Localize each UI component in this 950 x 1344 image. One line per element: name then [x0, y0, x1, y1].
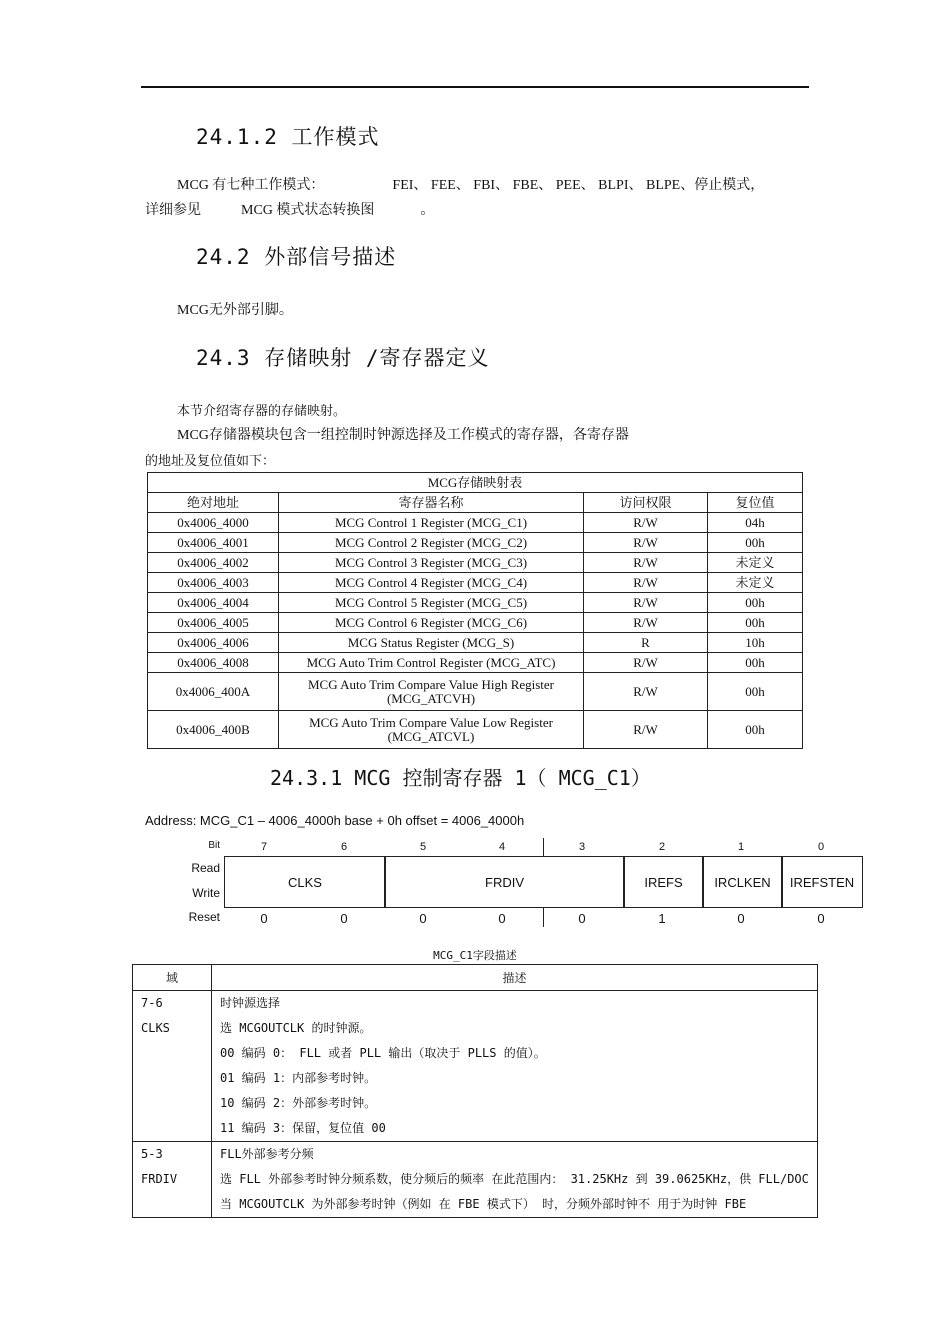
cell-address: 0x4006_400A [148, 673, 279, 711]
field-name: FRDIV [141, 1172, 178, 1186]
cell-access: R/W [584, 533, 708, 553]
bit-number: 6 [340, 841, 348, 853]
header-rule [141, 86, 809, 88]
cell-access: R/W [584, 653, 708, 673]
register-map-caption: MCG存储映射表 [148, 473, 803, 493]
heading-24-1-2: 24.1.2 工作模式 [196, 125, 380, 149]
field-desc-cell [212, 991, 818, 1142]
cell-address: 0x4006_400B [148, 711, 279, 749]
table-row [148, 613, 803, 633]
cell-access: R [584, 633, 708, 653]
cell-name: MCG Control 2 Register (MCG_C2) [279, 533, 584, 553]
cell-reset: 04h [708, 513, 803, 533]
reset-value: 0 [578, 911, 586, 926]
cell-access: R/W [584, 673, 708, 711]
field-irclken: IRCLKEN [702, 856, 783, 908]
modes-list: FEI、 FEE、 FBI、 FBE、 PEE、 BLPI、 BLPE、停止模式， [392, 178, 765, 193]
read-label: Read [191, 861, 220, 875]
field-id-cell [133, 991, 212, 1142]
col-header-name: 寄存器名称 [279, 493, 584, 513]
register-address: Address: MCG_C1 – 4006_4000h base + 0h offset = 4006_4000h [145, 813, 525, 828]
desc-line: 选 FLL 外部参考时钟分频系数，使分频后的频率 在此范围内： 31.25KHz 到 39.0625KHz，供 FLL/DOC [220, 1172, 809, 1186]
reset-value: 0 [498, 911, 506, 926]
heading-24-2: 24.2 外部信号描述 [196, 245, 397, 269]
cell-reset: 00h [708, 653, 803, 673]
reset-label: Reset [188, 910, 220, 924]
field-bits: 7-6 [141, 996, 163, 1010]
bit-number: 4 [498, 841, 506, 853]
cell-access: R/W [584, 553, 708, 573]
bit-number: 1 [737, 841, 745, 853]
desc-line: 当 MCGOUTCLK 为外部参考时钟（例如 在 FBE 模式下） 时，分频外部时钟不 用于为时钟 FBE [220, 1197, 747, 1211]
table-row [148, 653, 803, 673]
memory-map-line3: 的地址及复位值如下： [145, 453, 276, 468]
cell-name [279, 711, 584, 749]
field-name: CLKS [141, 1021, 170, 1035]
table-row [148, 573, 803, 593]
desc-line: 10 编码 2：外部参考时钟。 [220, 1096, 377, 1110]
field-frdiv: FRDIV [384, 856, 625, 908]
cell-address: 0x4006_4008 [148, 653, 279, 673]
table-row [148, 533, 803, 553]
memory-map-line2: MCG存储器模块包含一组控制时钟源选择及工作模式的寄存器，各寄存器 [177, 428, 629, 443]
table-row [148, 633, 803, 653]
field-bits: 5-3 [141, 1147, 163, 1161]
cell-address: 0x4006_4002 [148, 553, 279, 573]
cell-name: MCG Control 1 Register (MCG_C1) [279, 513, 584, 533]
reset-value: 1 [658, 911, 666, 926]
cell-access: R/W [584, 711, 708, 749]
field-table-caption: MCG_C1字段描述 [433, 949, 517, 962]
cell-reset: 00h [708, 673, 803, 711]
cell-access: R/W [584, 573, 708, 593]
heading-24-3: 24.3 存储映射 /寄存器定义 [196, 346, 490, 370]
subsection-title: 24.3.1 MCG 控制寄存器 1（ MCG_C1） [270, 766, 651, 790]
cell-address: 0x4006_4003 [148, 573, 279, 593]
table-row [148, 673, 803, 711]
desc-line: 00 编码 0： FLL 或者 PLL 输出（取决于 PLLS 的值）。 [220, 1046, 546, 1060]
table-row [133, 991, 818, 1142]
cell-reset: 未定义 [708, 553, 803, 573]
cell-reset: 00h [708, 711, 803, 749]
refer-text: 详细参见 [145, 203, 201, 218]
cell-address: 0x4006_4001 [148, 533, 279, 553]
bit-number: 5 [419, 841, 427, 853]
field-irefsten: IREFSTEN [781, 856, 863, 908]
cell-name [279, 673, 584, 711]
register-bit-diagram [145, 838, 875, 930]
modes-paragraph-line2 [145, 202, 434, 219]
cell-name: MCG Auto Trim Control Register (MCG_ATC) [279, 653, 584, 673]
field-id-cell [133, 1142, 212, 1218]
cell-access: R/W [584, 613, 708, 633]
cell-reset: 10h [708, 633, 803, 653]
write-label: Write [192, 886, 220, 900]
table-row [148, 593, 803, 613]
nibble-divider-top [543, 838, 544, 856]
cell-reset: 00h [708, 613, 803, 633]
nibble-divider-bottom [543, 908, 544, 927]
bit-number: 7 [260, 841, 268, 853]
cell-access: R/W [584, 513, 708, 533]
table-row [148, 513, 803, 533]
table-row [148, 711, 803, 749]
field-desc-cell [212, 1142, 818, 1218]
cell-name: MCG Status Register (MCG_S) [279, 633, 584, 653]
cell-name-line1: MCG Auto Trim Compare Value High Register [307, 676, 555, 692]
reset-value: 0 [260, 911, 268, 926]
field-clks: CLKS [224, 856, 386, 908]
field-description-table [132, 964, 818, 1218]
reset-value: 0 [737, 911, 745, 926]
col-header-address: 绝对地址 [148, 493, 279, 513]
cell-name: MCG Control 5 Register (MCG_C5) [279, 593, 584, 613]
cell-name: MCG Control 6 Register (MCG_C6) [279, 613, 584, 633]
reset-value: 0 [340, 911, 348, 926]
cell-name-line2: (MCG_ATCVH) [386, 690, 476, 706]
memory-map-line1: 本节介绍寄存器的存储映射。 [177, 403, 347, 418]
modes-paragraph-line1 [177, 177, 764, 194]
desc-line: 选 MCGOUTCLK 的时钟源。 [220, 1021, 372, 1035]
cell-reset: 00h [708, 533, 803, 553]
col-header-field: 域 [133, 965, 212, 991]
table-row [148, 553, 803, 573]
col-header-reset: 复位值 [708, 493, 803, 513]
modes-intro: MCG 有七种工作模式： [177, 178, 325, 193]
col-header-description: 描述 [212, 965, 818, 991]
cell-address: 0x4006_4004 [148, 593, 279, 613]
bit-number: 3 [578, 841, 586, 853]
mode-diagram-ref: MCG 模式状态转换图 [241, 203, 375, 218]
cell-name-line2: (MCG_ATCVL) [387, 728, 475, 744]
desc-line: FLL外部参考分频 [220, 1147, 314, 1161]
period: 。 [420, 203, 435, 218]
desc-line: 11 编码 3：保留，复位值 00 [220, 1121, 386, 1135]
field-irefs: IREFS [623, 856, 704, 908]
cell-reset: 未定义 [708, 573, 803, 593]
desc-line: 时钟源选择 [220, 996, 281, 1010]
register-map-table [147, 472, 803, 749]
cell-address: 0x4006_4000 [148, 513, 279, 533]
table-row [133, 1142, 818, 1218]
cell-address: 0x4006_4005 [148, 613, 279, 633]
col-header-access: 访问权限 [584, 493, 708, 513]
cell-name: MCG Control 3 Register (MCG_C3) [279, 553, 584, 573]
cell-name: MCG Control 4 Register (MCG_C4) [279, 573, 584, 593]
cell-reset: 00h [708, 593, 803, 613]
bit-label: Bit [208, 840, 220, 851]
desc-line: 01 编码 1：内部参考时钟。 [220, 1071, 377, 1085]
cell-address: 0x4006_4006 [148, 633, 279, 653]
cell-name-line1: MCG Auto Trim Compare Value Low Register [309, 714, 553, 730]
external-signal-text: MCG无外部引脚。 [177, 303, 293, 318]
cell-access: R/W [584, 593, 708, 613]
bit-number: 0 [817, 841, 825, 853]
reset-value: 0 [419, 911, 427, 926]
bit-number: 2 [658, 841, 666, 853]
reset-value: 0 [817, 911, 825, 926]
